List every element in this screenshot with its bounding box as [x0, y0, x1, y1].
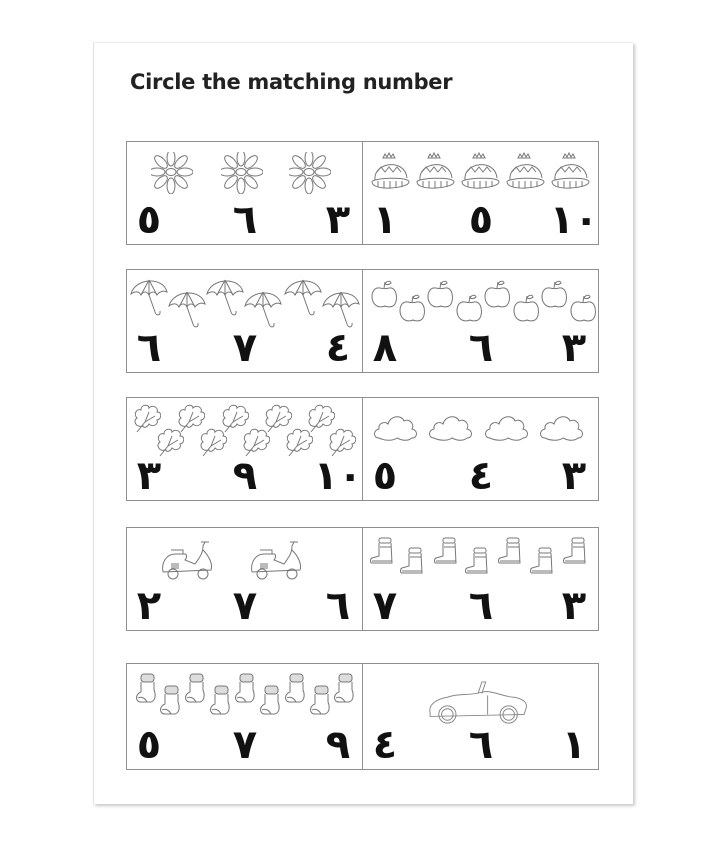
exercise-boots	[362, 528, 598, 630]
exercise-car	[362, 664, 598, 769]
number-option[interactable]: ٣	[561, 453, 587, 499]
cloud-icon	[373, 410, 421, 444]
number-option[interactable]: ٦	[468, 583, 494, 629]
exercise-apples	[362, 270, 598, 372]
apple-icon	[568, 294, 598, 324]
number-option[interactable]: ٥	[136, 722, 162, 768]
number-option[interactable]: ٨	[372, 325, 398, 371]
number-option[interactable]: ٢	[136, 583, 162, 629]
boot-icon	[399, 546, 427, 576]
flower-icon	[221, 152, 263, 194]
sock-icon	[331, 672, 357, 704]
cloud-icon	[539, 410, 587, 444]
sock-icon	[232, 672, 258, 704]
exercise-socks	[127, 664, 362, 769]
sock-pictures	[127, 668, 362, 728]
exercise-umbrellas	[127, 270, 362, 372]
sock-icon	[307, 684, 333, 716]
scooter-icon	[159, 538, 217, 584]
number-option[interactable]: ٥	[468, 197, 494, 243]
winter-hat-icon	[369, 152, 413, 196]
umbrella-icon	[321, 288, 361, 330]
apple-icon	[511, 294, 541, 324]
boot-icon	[562, 536, 590, 566]
apple-icon	[369, 280, 399, 310]
number-option[interactable]: ٧	[372, 583, 398, 629]
flower-icon	[151, 152, 193, 194]
number-option[interactable]: ٣	[561, 583, 587, 629]
exercise-row-2	[126, 269, 599, 373]
apple-icon	[454, 294, 484, 324]
car-pictures	[363, 668, 598, 728]
number-option[interactable]: ٥	[372, 453, 398, 499]
number-option[interactable]: ٣	[561, 325, 587, 371]
umbrella-icon	[129, 276, 169, 318]
exercise-flowers	[127, 142, 362, 244]
car-icon	[425, 680, 533, 726]
boot-icon	[464, 546, 492, 576]
number-option[interactable]: ٦	[325, 583, 351, 629]
apple-icon	[425, 280, 455, 310]
number-option[interactable]: ٤	[372, 722, 398, 768]
exercise-row-4	[126, 527, 599, 631]
number-option[interactable]: ٤	[468, 453, 494, 499]
number-option[interactable]: ٧	[232, 722, 258, 768]
exercise-scooters	[127, 528, 362, 630]
exercise-row-1	[126, 141, 599, 245]
umbrella-icon	[283, 276, 323, 318]
umbrella-icon	[205, 276, 245, 318]
winter-hat-icon	[549, 152, 593, 196]
number-option[interactable]: ٦	[136, 325, 162, 371]
sock-icon	[282, 672, 308, 704]
boot-icon	[497, 536, 525, 566]
number-option[interactable]: ٦	[468, 722, 494, 768]
sock-icon	[157, 684, 183, 716]
exercise-row-5	[126, 663, 599, 770]
boot-icon	[433, 536, 461, 566]
number-option[interactable]: ٣	[325, 197, 351, 243]
number-option[interactable]: ٤	[325, 325, 351, 371]
winter-hat-icon	[414, 152, 458, 196]
winter-hat-icon	[504, 152, 548, 196]
sock-icon	[207, 684, 233, 716]
number-option[interactable]: ١	[372, 197, 398, 243]
number-option[interactable]: ٧	[232, 583, 258, 629]
cloud-icon	[484, 410, 532, 444]
sock-icon	[257, 684, 283, 716]
exercise-clouds	[362, 398, 598, 500]
sock-icon	[133, 672, 159, 704]
number-option[interactable]: ٦	[232, 197, 258, 243]
flower-icon	[289, 152, 331, 194]
umbrella-icon	[243, 288, 283, 330]
worksheet-title: Circle the matching number	[130, 70, 453, 94]
number-option[interactable]: ٦	[468, 325, 494, 371]
number-option[interactable]: ٥	[136, 197, 162, 243]
sock-icon	[182, 672, 208, 704]
apple-icon	[539, 280, 569, 310]
number-option[interactable]: ١	[561, 722, 587, 768]
number-option[interactable]: ٣	[136, 453, 162, 499]
number-option[interactable]: ٩	[232, 453, 258, 499]
exercise-leaves	[127, 398, 362, 500]
number-option[interactable]: ١٠	[313, 453, 363, 499]
apple-icon	[482, 280, 512, 310]
number-option[interactable]: ٧	[232, 325, 258, 371]
number-option[interactable]: ١٠	[549, 197, 599, 243]
exercise-hats	[362, 142, 598, 244]
scooter-icon	[248, 538, 306, 584]
cloud-icon	[428, 410, 476, 444]
apple-icon	[397, 294, 427, 324]
boot-icon	[529, 546, 557, 576]
winter-hat-icon	[459, 152, 503, 196]
exercise-row-3	[126, 397, 599, 501]
umbrella-icon	[167, 288, 207, 330]
number-option[interactable]: ٩	[325, 722, 351, 768]
boot-icon	[369, 536, 397, 566]
